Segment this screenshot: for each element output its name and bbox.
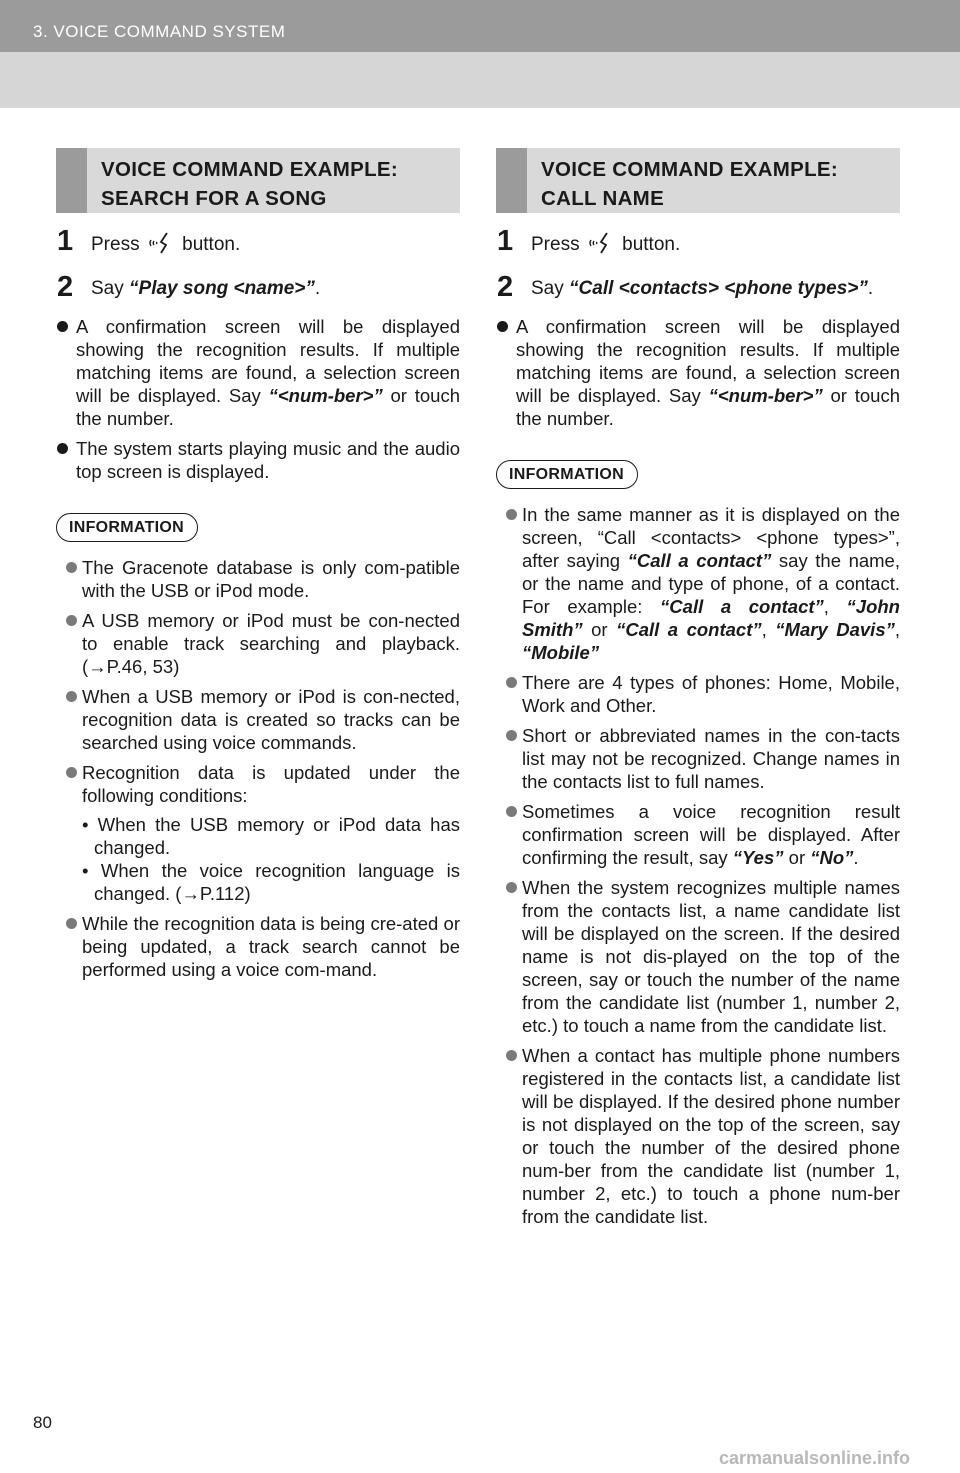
section-heading-call (496, 148, 900, 213)
voice-command-text: “John Smith” (522, 596, 900, 640)
note-text: or touch the number. (76, 385, 460, 429)
step-2 (56, 271, 460, 309)
voice-command-text: “<num-ber>” (268, 385, 383, 406)
talk-switch-icon (587, 231, 613, 255)
voice-command-text: “<num-ber>” (708, 385, 823, 406)
section-title-line2: CALL NAME (541, 187, 665, 210)
step-text-post: button. (622, 234, 681, 255)
info-text: , (823, 596, 847, 617)
voice-command-text: “Call a contact” (660, 596, 824, 617)
info-text: or (582, 619, 617, 640)
voice-command-text: “No” (810, 847, 854, 868)
section-tab (56, 148, 87, 213)
info-item: While the recognition data is being cre-ated or being updated, a track search cannot be performed using a voice com-mand. (66, 912, 460, 981)
voice-command-text: “Play song <name>” (129, 278, 315, 299)
chapter-title: 3. VOICE COMMAND SYSTEM (33, 22, 286, 41)
information-label: INFORMATION (56, 513, 198, 542)
step-number: 1 (497, 225, 514, 257)
step-text-pre: Say (91, 278, 124, 299)
condition-item: • When the voice recognition language is changed. (→P.112) (82, 860, 460, 904)
talk-switch-icon (147, 231, 173, 255)
condition-list (82, 813, 460, 905)
step-notes (56, 315, 460, 483)
section-title-line2: SEARCH FOR A SONG (101, 187, 327, 210)
section-tab (496, 148, 527, 213)
info-item: There are 4 types of phones: Home, Mobile, Work and Other. (506, 671, 900, 717)
voice-command-text: “Call a contact” (627, 550, 772, 571)
note-text: or touch the number. (516, 385, 900, 429)
section-title (527, 148, 838, 213)
info-text: Sometimes a voice recognition result confirmation screen will be displayed. After confirming the result, say (522, 801, 900, 868)
step-number: 2 (497, 271, 514, 303)
step-2 (496, 271, 900, 309)
left-column (56, 148, 460, 988)
information-block (56, 513, 460, 981)
page-header (0, 0, 960, 108)
voice-command-text: “Call <contacts> <phone types>” (569, 278, 868, 299)
voice-command-text: “Call a contact” (616, 619, 762, 640)
step-text-post: . (314, 278, 321, 299)
information-label: INFORMATION (496, 460, 638, 489)
info-text: say the name, or the name and type of phone, of a contact. For example: (522, 550, 900, 617)
info-item: Short or abbreviated names in the con-tacts list may not be recognized. Change names in the contacts list to full names. (506, 724, 900, 793)
step-text-pre: Press (531, 234, 580, 255)
info-item (66, 761, 460, 905)
info-item: When the system recognizes multiple names from the contacts list, a name candidate list will be displayed on the screen. If the desired name is not dis-played on the top of the screen, say or touch the number of the name from the candidate list (number 1, number 2, etc.) to touch a name from the candidate list. (506, 876, 900, 1037)
note-text: A confirmation screen will be displayed showing the recognition results. If multiple matching items are found, a selection screen will be displayed. Say (76, 316, 460, 406)
section-title (87, 148, 398, 213)
step-notes (496, 315, 900, 430)
voice-command-text: “Mobile” (522, 642, 600, 663)
info-item: A USB memory or iPod must be con-nected to enable track searching and playback. (→P.46, 53) (66, 609, 460, 678)
info-item: When a contact has multiple phone numbers registered in the contacts list, a candidate list will be displayed. If the desired phone number is not displayed on the top of the screen, say or touch the number of the desired phone num-ber from the candidate list (number 1, number 2, etc.) to touch a phone num-ber from the candidate list. (506, 1044, 900, 1228)
step-1 (496, 225, 900, 263)
information-list (56, 556, 460, 981)
information-block (496, 460, 900, 1228)
step-number: 2 (57, 271, 74, 303)
note-item (56, 315, 460, 430)
info-item (506, 503, 900, 664)
note-item: The system starts playing music and the audio top screen is displayed. (56, 437, 460, 483)
info-item (506, 800, 900, 869)
step-number: 1 (57, 225, 74, 257)
voice-command-text: “Mary Davis” (775, 619, 895, 640)
info-text: , (894, 619, 900, 640)
section-title-line1: VOICE COMMAND EXAMPLE: (101, 158, 399, 181)
info-text: Recognition data is updated under the following conditions: (82, 762, 460, 806)
section-heading-song (56, 148, 460, 213)
step-text-pre: Press (91, 234, 140, 255)
note-item (496, 315, 900, 430)
info-text: In the same manner as it is displayed on the screen, “Call <contacts> <phone types>”, after saying (522, 504, 900, 571)
info-item: When a USB memory or iPod is con-nected, recognition data is created so tracks can be searched using voice commands. (66, 685, 460, 754)
section-title-line1: VOICE COMMAND EXAMPLE: (541, 158, 839, 181)
condition-item: • When the USB memory or iPod data has changed. (82, 814, 460, 858)
info-text: . (853, 847, 859, 868)
step-1 (56, 225, 460, 263)
info-item: The Gracenote database is only com-patible with the USB or iPod mode. (66, 556, 460, 602)
step-text-pre: Say (531, 278, 564, 299)
voice-command-text: “Yes” (732, 847, 784, 868)
page-number: 80 (33, 1413, 52, 1432)
watermark: carmanualsonline.info (719, 1448, 911, 1468)
step-text-post: . (867, 278, 874, 299)
step-text-post: button. (182, 234, 241, 255)
info-text: or (783, 847, 811, 868)
info-text: , (761, 619, 776, 640)
information-list (496, 503, 900, 1228)
right-column (496, 148, 900, 1235)
note-text: A confirmation screen will be displayed showing the recognition results. If multiple matching items are found, a selection screen will be displayed. Say (516, 316, 900, 406)
